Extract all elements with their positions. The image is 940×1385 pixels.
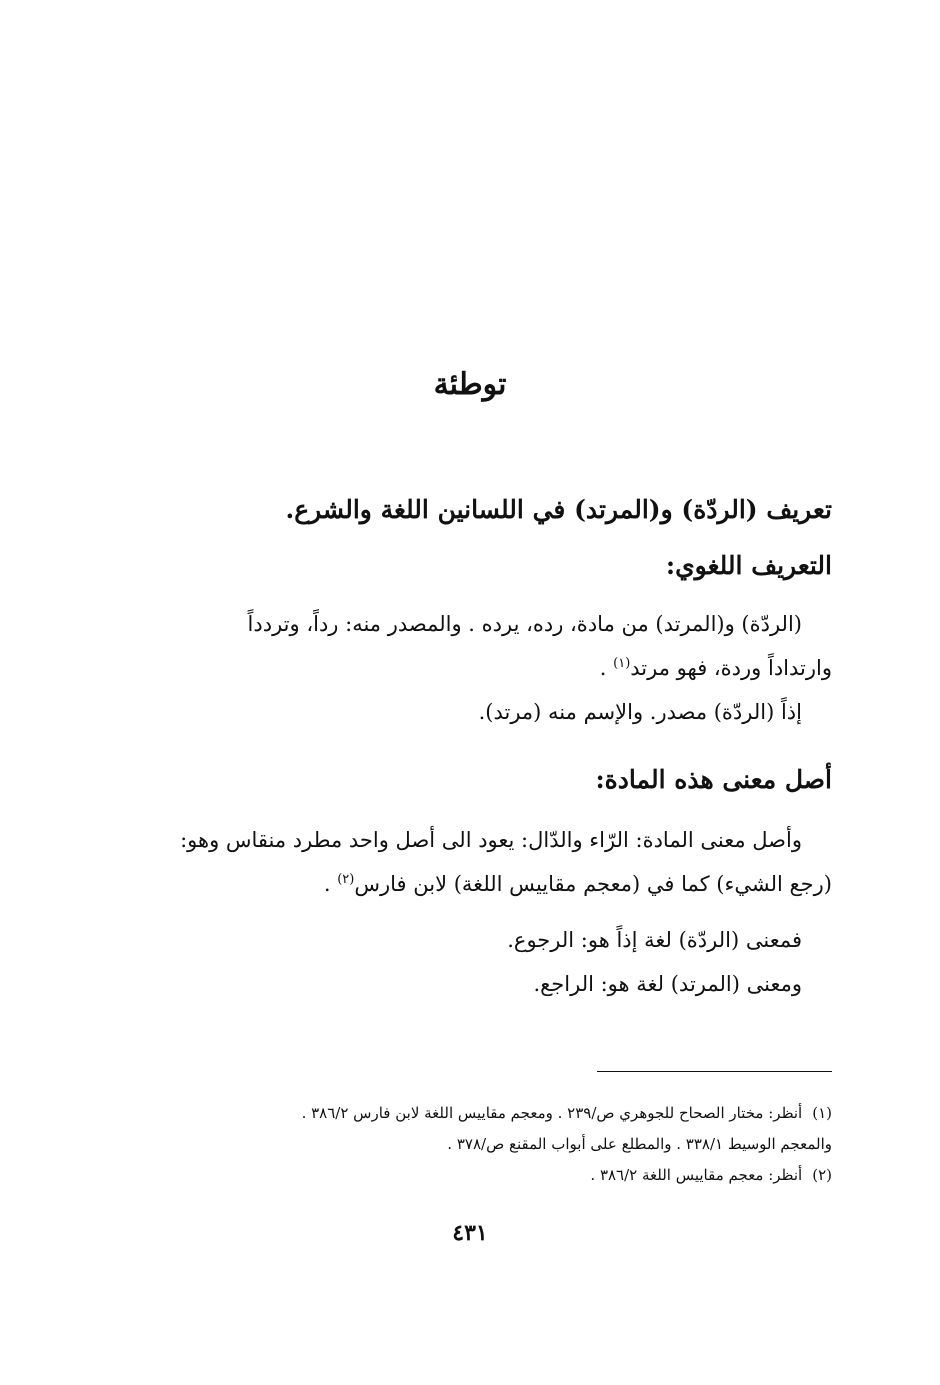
footnotes (132, 1098, 832, 1191)
paragraph-line-text: (رجع الشيء) كما في (معجم مقاييس اللغة) لابن فارس (354, 872, 832, 896)
paragraph-line: وأصل معنى المادة: الرّاء والدّال: يعود الى أصل واحد مطرد منقاس وهو: (180, 828, 802, 852)
paragraph-line-end: . (599, 656, 614, 680)
paragraph-line-end: . (323, 872, 338, 896)
paragraph-line-text: وارتداداً وردة، فهو مرتد (630, 656, 832, 680)
footnote-1-continuation: والمعجم الوسيط ٣٣٨/١ . والمطلع على أبواب المقنع ص/٣٧٨ . (447, 1135, 832, 1153)
footnote-reference-1[interactable]: (١) (613, 656, 631, 671)
footnote-reference-2[interactable]: (٢) (337, 872, 355, 887)
page-number: ٤٣١ (452, 1220, 488, 1246)
paragraph-line (132, 862, 832, 906)
paragraph-meanings (132, 918, 832, 1006)
subheading-linguistic-definition: التعريف اللغوي: (665, 551, 832, 580)
paragraph-linguistic-definition (132, 602, 832, 734)
page-title: توطئة (433, 367, 507, 402)
footnote-text: أنظر: معجم مقاييس اللغة ٣٨٦/٢ . (590, 1166, 803, 1184)
section-heading-definition: تعريف (الردّة) و(المرتد) في اللسانين اللغة والشرع. (285, 495, 832, 524)
paragraph-line: فمعنى (الردّة) لغة إذاً هو: الرجوع. (507, 928, 802, 952)
footnote-text: أنظر: مختار الصحاح للجوهري ص/٢٣٩ . ومعجم مقاييس اللغة لابن فارس ٣٨٦/٢ . (301, 1104, 803, 1122)
footnote-divider (597, 1071, 832, 1072)
footnote-number: (٢) (812, 1166, 832, 1184)
footnote-2 (132, 1160, 832, 1191)
section-heading-origin: أصل معنى هذه المادة: (595, 765, 832, 794)
paragraph-line: إذاً (الردّة) مصدر. والإسم منه (مرتد). (478, 700, 802, 724)
paragraph-line (132, 646, 832, 690)
paragraph-line: ومعنى (المرتد) لغة هو: الراجع. (533, 972, 802, 996)
footnote-number: (١) (812, 1104, 832, 1122)
paragraph-origin (132, 818, 832, 906)
footnote-1 (132, 1098, 832, 1129)
paragraph-line: (الردّة) و(المرتد) من مادة، رده، يرده . والمصدر منه: رداً، وتردداً (247, 612, 802, 636)
